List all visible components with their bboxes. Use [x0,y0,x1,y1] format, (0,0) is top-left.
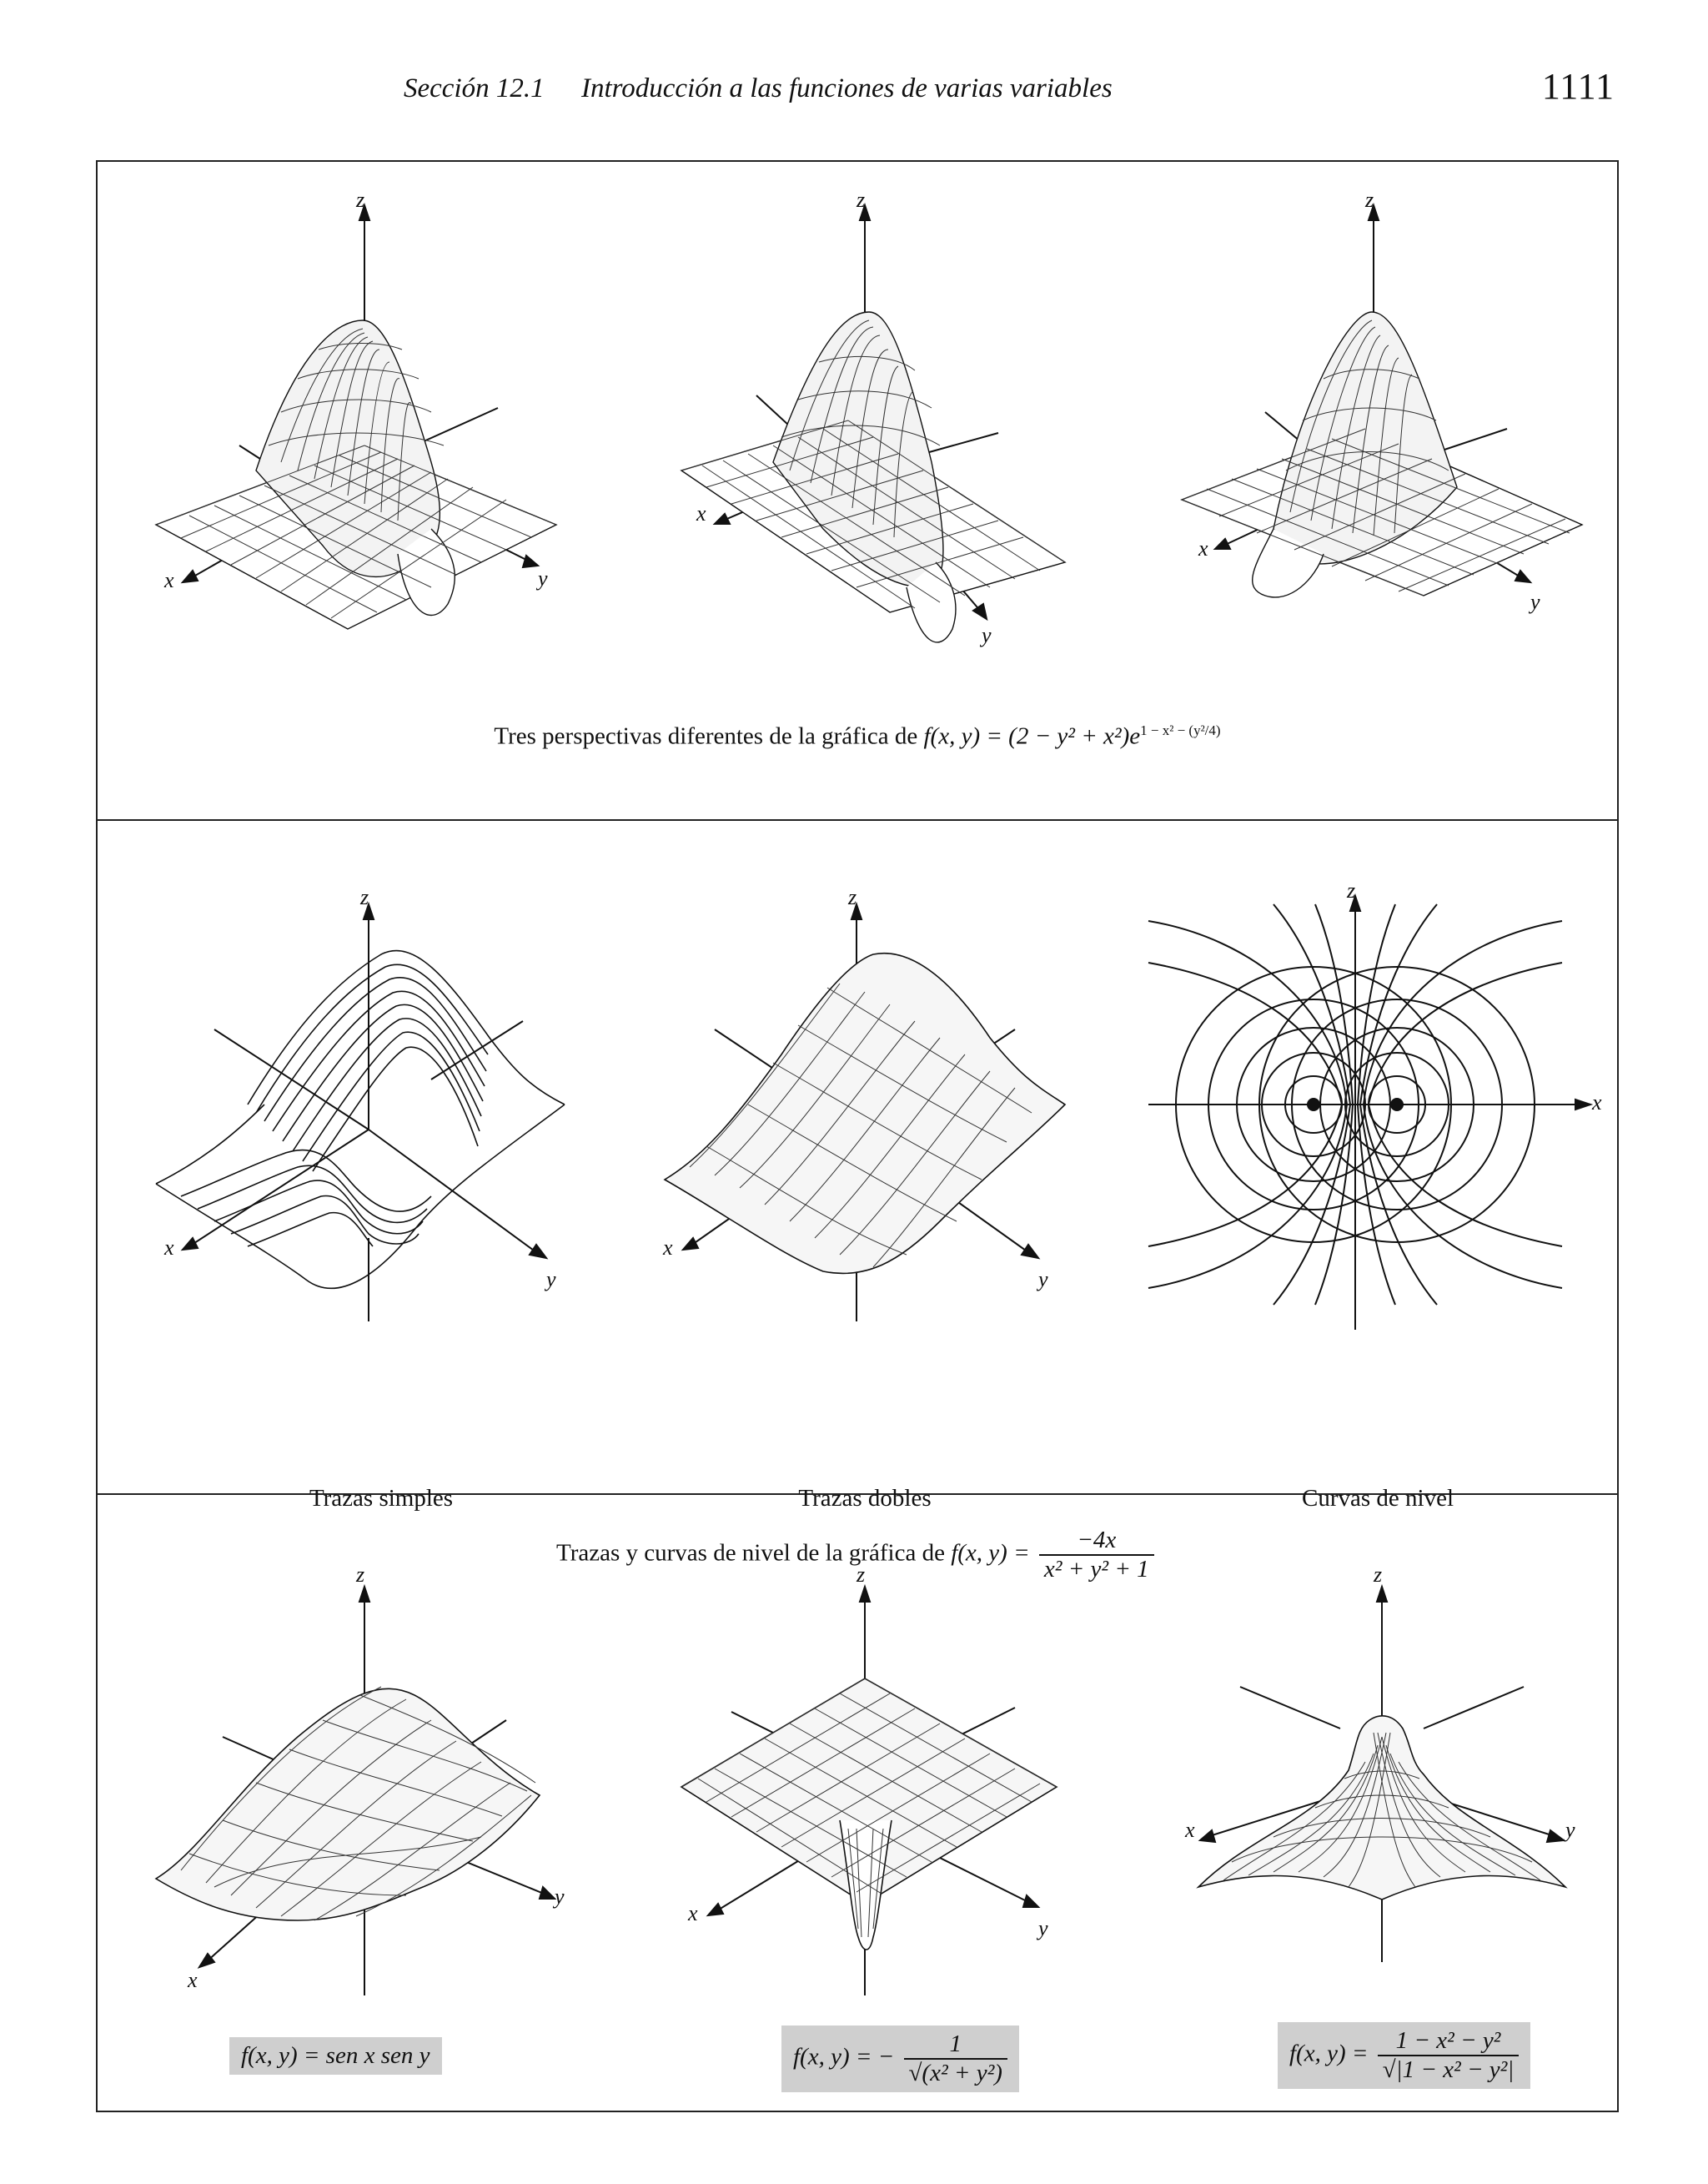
svg-text:x: x [188,1968,198,1992]
svg-text:z: z [1365,188,1374,212]
svg-text:x: x [1198,536,1208,561]
formula-sinsin-text: f(x, y) = sen x sen y [241,2042,430,2069]
formula-inverse-radial [781,2025,1019,2092]
surface-sinsin-plot [131,1563,581,2004]
surface-inverse-radial-plot [665,1563,1082,2004]
svg-text:x: x [1592,1090,1602,1115]
subcaption-double: Trazas dobles [798,1485,932,1512]
svg-text:z: z [360,885,369,909]
panel1-caption [98,722,1617,751]
svg-text:z: z [356,1563,365,1587]
surface-cusp-plot [1173,1563,1590,1987]
panel1-caption-formula: f(x, y) = (2 − y² + x²)e [923,722,1141,750]
formula-inverse-radial-fraction [904,2031,1007,2087]
panel-three-perspectives [98,162,1617,821]
subcaption-simple: Trazas simples [309,1485,454,1512]
formula-cusp-lhs: f(x, y) = [1289,2040,1369,2067]
svg-text:x: x [164,568,174,592]
svg-text:z: z [848,885,857,909]
svg-text:y: y [1565,1818,1575,1842]
svg-text:x: x [663,1235,673,1260]
surface-plot-view-3 [1157,188,1607,662]
panel2-caption-lhs: f(x, y) = [951,1539,1030,1567]
svg-text:y: y [982,623,992,647]
svg-text:z: z [1347,878,1356,903]
subcaption-level: Curvas de nivel [1301,1485,1454,1512]
formula-inverse-radial-num: 1 [904,2031,1007,2060]
svg-text:y: y [1530,590,1540,614]
formula-cusp [1278,2022,1530,2089]
figure-frame [96,160,1619,2112]
panel2-caption-num: −4x [1039,1527,1154,1556]
formula-sinsin [229,2037,442,2075]
svg-text:y: y [546,1267,556,1291]
traces-double-plot [640,885,1090,1338]
svg-text:x: x [688,1901,698,1925]
panel1-caption-exponent: 1 − x² − (y²/4) [1140,722,1221,738]
formula-inverse-radial-den: √(x² + y²) [908,2060,1002,2086]
formula-cusp-num: 1 − x² − y² [1378,2027,1520,2056]
svg-text:z: z [857,188,866,212]
section-title: Introducción a las funciones de varias variables [581,73,1113,103]
panel2-caption-den: x² + y² + 1 [1043,1556,1149,1583]
panel-traces-level-curves [98,821,1617,1583]
formula-inverse-radial-lhs: f(x, y) = − [793,2043,895,2071]
svg-text:y: y [1038,1916,1048,1940]
svg-text:y: y [555,1885,565,1909]
svg-text:z: z [857,1563,866,1587]
panel2-caption-text: Trazas y curvas de nivel de la gráfica de [556,1539,945,1567]
page-number: 1111 [1541,66,1615,107]
svg-text:z: z [356,188,365,212]
svg-text:x: x [164,1235,174,1260]
level-curves-plot [1148,878,1602,1338]
svg-text:x: x [1185,1818,1195,1842]
svg-text:y: y [1038,1267,1048,1291]
section-label: Sección 12.1 [404,73,545,103]
formula-cusp-fraction [1378,2027,1520,2084]
panel-three-surfaces [98,1495,1617,2111]
traces-simple-plot [131,885,581,1338]
formula-cusp-den: √|1 − x² − y²| [1382,2056,1515,2083]
svg-text:x: x [696,501,706,526]
page-header [0,65,1708,115]
svg-text:z: z [1374,1563,1383,1587]
panel1-caption-text: Tres perspectivas diferentes de la gráfica de [494,722,918,750]
surface-plot-view-1 [131,188,581,646]
surface-plot-view-2 [631,188,1098,679]
svg-text:y: y [538,566,548,591]
